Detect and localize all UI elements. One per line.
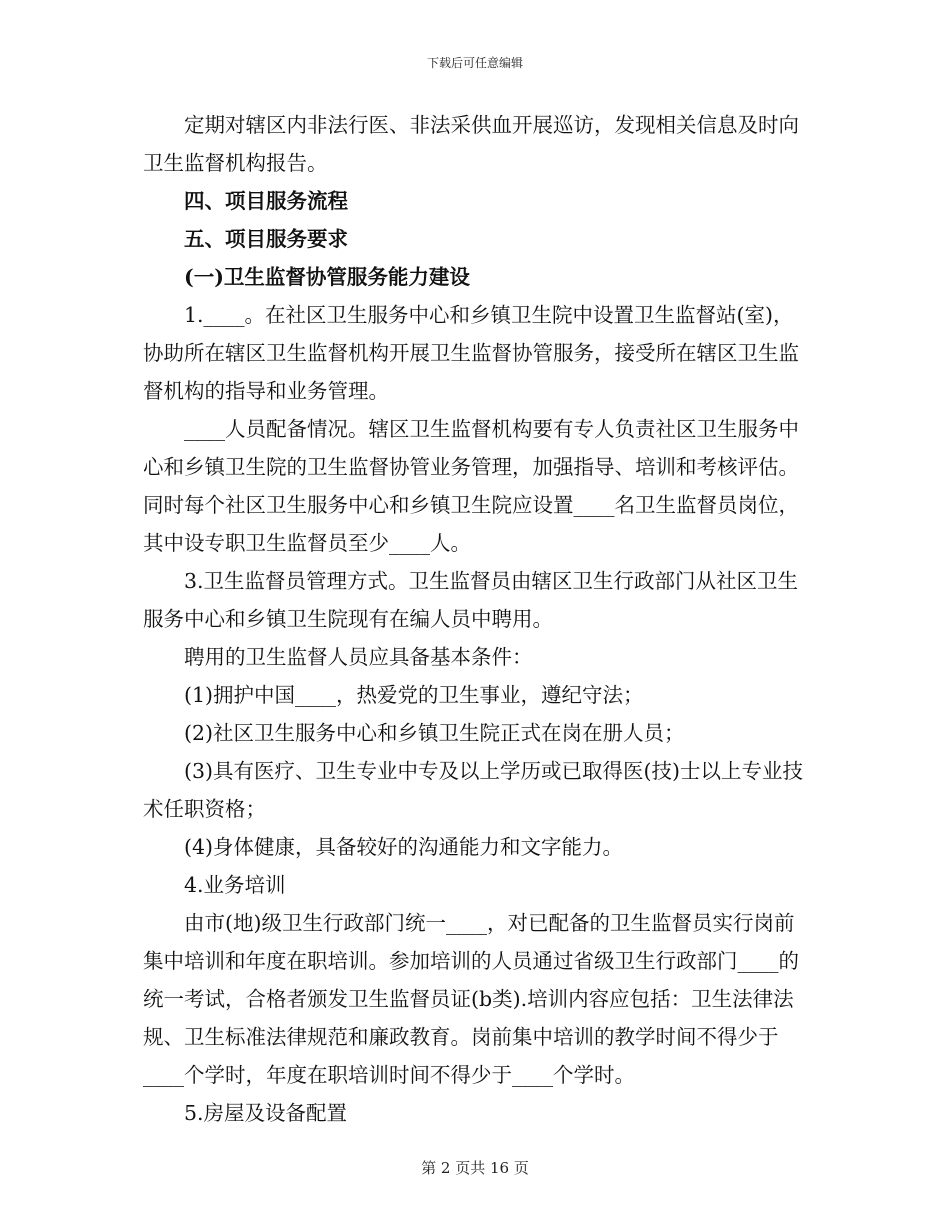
paragraph-1: 定期对辖区内非法行医、非法采供血开展巡访，发现相关信息及时向卫生监督机构报告。 (143, 113, 799, 175)
heading-training: 4.业务培训 (184, 873, 286, 897)
paragraph-training: 由市(地)级卫生行政部门统一____，对已配备的卫生监督员实行岗前集中培训和年度在职培训。参加培训的人员通过省级卫生行政部门____的统一考试，合格者颁发卫生监督员证(b类).培训内容应包括：卫生法律法规、卫生标准法律规范和廉政教育。岗前集中培训的教学时间不得少于____个学时，年度在职培训时间不得少于____个学时。 (143, 911, 799, 1087)
paragraph-conditions-intro: 聘用的卫生监督人员应具备基本条件： (184, 645, 533, 669)
condition-3: (3)具有医疗、卫生专业中专及以上学历或已取得医(技)士以上专业技术任职资格； (143, 759, 804, 821)
paragraph-staffing: ____人员配备情况。辖区卫生监督机构要有专人负责社区卫生服务中心和乡镇卫生院的卫生监督协管业务管理，加强指导、培训和考核评估。同时每个社区卫生服务中心和乡镇卫生院应设置____名卫生监督员岗位，其中设专职卫生监督员至少____人。 (143, 417, 799, 555)
condition-4: (4)身体健康，具备较好的沟通能力和文字能力。 (184, 835, 624, 859)
document-body (143, 106, 810, 1132)
heading-process: 四、项目服务流程 (184, 189, 348, 213)
condition-1: (1)拥护中国____，热爱党的卫生事业，遵纪守法； (184, 683, 644, 707)
page-header: 下载后可任意编辑 (426, 56, 523, 70)
heading-capacity: (一)卫生监督协管服务能力建设 (184, 265, 470, 289)
heading-requirements: 五、项目服务要求 (184, 227, 348, 251)
condition-2: (2)社区卫生服务中心和乡镇卫生院正式在岗在册人员； (184, 721, 685, 745)
page-footer: 第 2 页共 16 页 (421, 1159, 529, 1177)
paragraph-management: 3.卫生监督员管理方式。卫生监督员由辖区卫生行政部门从社区卫生服务中心和乡镇卫生院现有在编人员中聘用。 (143, 569, 799, 631)
paragraph-station: 1.____。在社区卫生服务中心和乡镇卫生院中设置卫生监督站(室)，协助所在辖区卫生监督机构开展卫生监督协管服务，接受所在辖区卫生监督机构的指导和业务管理。 (143, 303, 799, 403)
heading-facilities: 5.房屋及设备配置 (184, 1101, 348, 1125)
